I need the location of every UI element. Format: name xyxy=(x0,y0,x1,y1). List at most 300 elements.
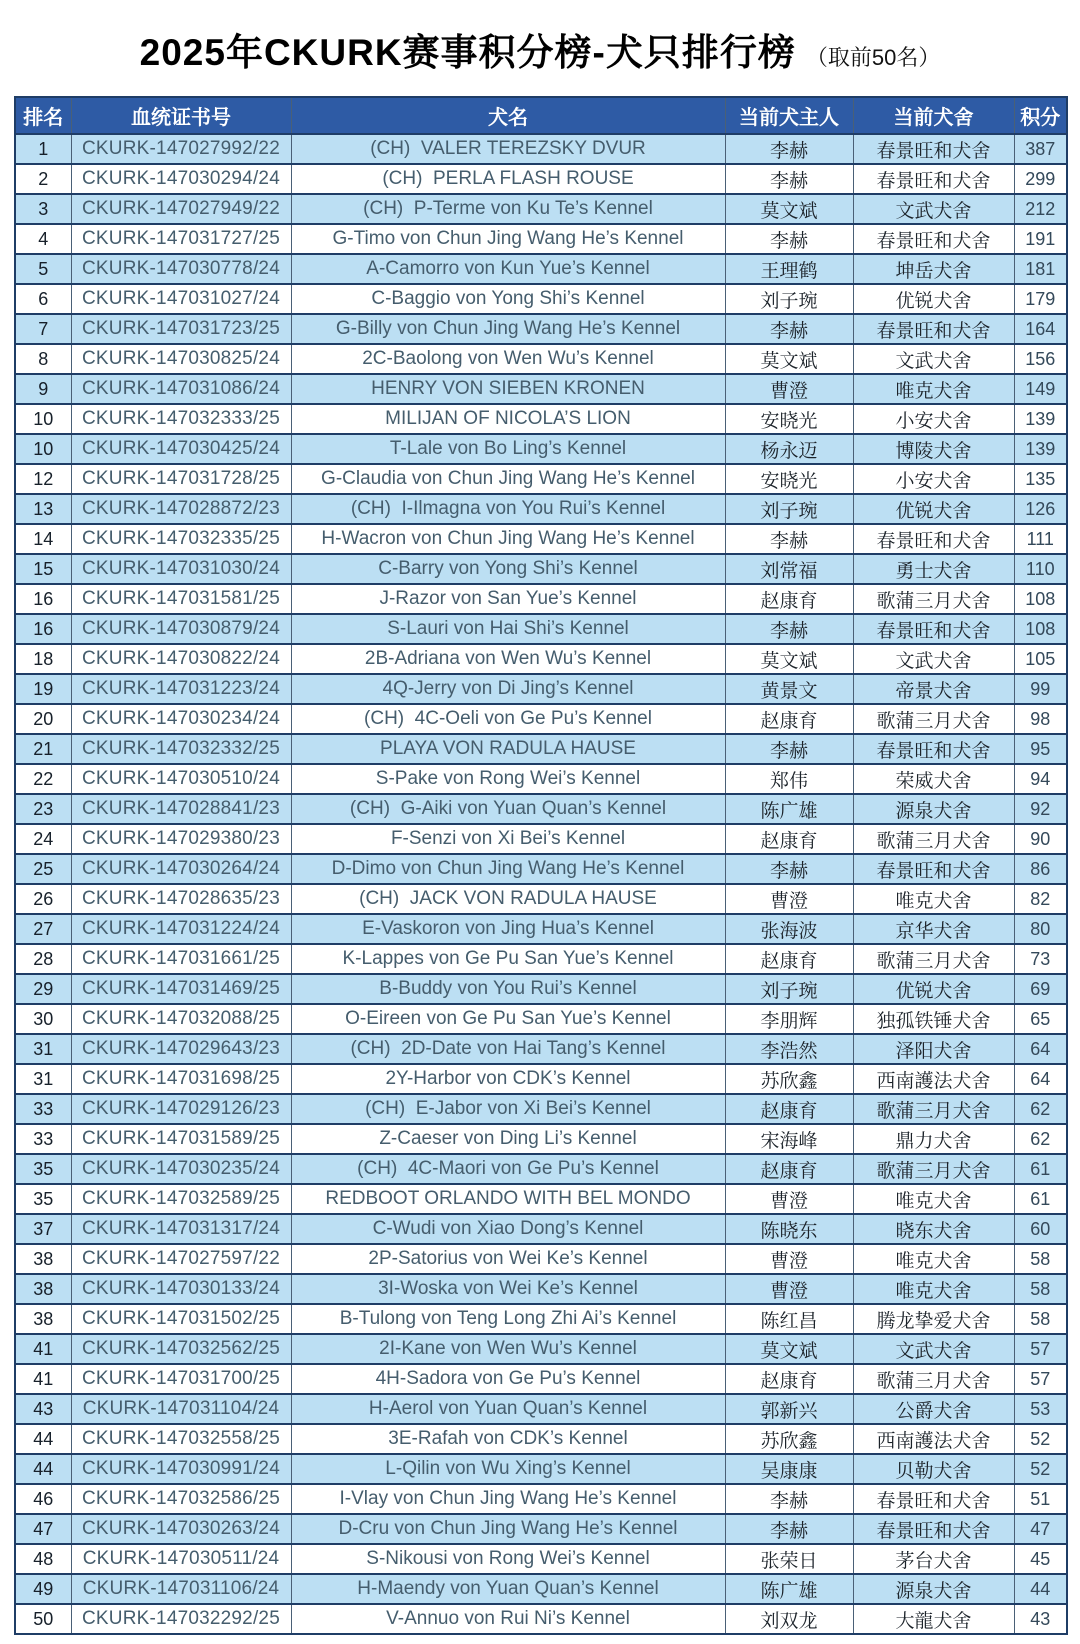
points-cell: 108 xyxy=(1014,584,1067,614)
rank-cell: 46 xyxy=(15,1484,71,1514)
cert-number-cell: CKURK-147030822/24 xyxy=(71,644,291,674)
dog-name-cell: (CH) 2D-Date von Hai Tang’s Kennel xyxy=(291,1034,725,1064)
rank-cell: 26 xyxy=(15,884,71,914)
dog-name-cell: 2Y-Harbor von CDK’s Kennel xyxy=(291,1064,725,1094)
table-row xyxy=(15,1604,1067,1634)
table-row xyxy=(15,764,1067,794)
table-row xyxy=(15,1514,1067,1544)
kennel-cell: 春景旺和犬舍 xyxy=(853,1514,1014,1544)
table-row xyxy=(15,614,1067,644)
table-row xyxy=(15,734,1067,764)
rank-cell: 21 xyxy=(15,734,71,764)
kennel-cell: 春景旺和犬舍 xyxy=(853,854,1014,884)
rank-cell: 33 xyxy=(15,1124,71,1154)
cert-number-cell: CKURK-147032335/25 xyxy=(71,524,291,554)
owner-cell: 李朋辉 xyxy=(725,1004,853,1034)
dog-name-cell: MILIJAN OF NICOLA’S LION xyxy=(291,404,725,434)
table-row xyxy=(15,134,1067,164)
owner-cell: 安晓光 xyxy=(725,404,853,434)
rank-cell: 10 xyxy=(15,404,71,434)
dog-name-cell: D-Dimo von Chun Jing Wang He’s Kennel xyxy=(291,854,725,884)
kennel-cell: 帝景犬舍 xyxy=(853,674,1014,704)
table-row xyxy=(15,1364,1067,1394)
dog-name-cell: (CH) 4C-Oeli von Ge Pu’s Kennel xyxy=(291,704,725,734)
cert-number-cell: CKURK-147030778/24 xyxy=(71,254,291,284)
points-cell: 73 xyxy=(1014,944,1067,974)
dog-name-cell: A-Camorro von Kun Yue’s Kennel xyxy=(291,254,725,284)
col-header-owner: 当前犬主人 xyxy=(725,97,853,134)
cert-number-cell: CKURK-147030234/24 xyxy=(71,704,291,734)
points-cell: 191 xyxy=(1014,224,1067,254)
dog-name-cell: J-Razor von San Yue’s Kennel xyxy=(291,584,725,614)
table-row xyxy=(15,1154,1067,1184)
owner-cell: 曹澄 xyxy=(725,374,853,404)
rank-cell: 27 xyxy=(15,914,71,944)
dog-name-cell: V-Annuo von Rui Ni’s Kennel xyxy=(291,1604,725,1634)
table-row xyxy=(15,1334,1067,1364)
points-cell: 108 xyxy=(1014,614,1067,644)
cert-number-cell: CKURK-147031106/24 xyxy=(71,1574,291,1604)
dog-name-cell: E-Vaskoron von Jing Hua’s Kennel xyxy=(291,914,725,944)
cert-number-cell: CKURK-147031317/24 xyxy=(71,1214,291,1244)
kennel-cell: 文武犬舍 xyxy=(853,344,1014,374)
cert-number-cell: CKURK-147031502/25 xyxy=(71,1304,291,1334)
page-header xyxy=(0,0,1080,76)
kennel-cell: 博陵犬舍 xyxy=(853,434,1014,464)
cert-number-cell: CKURK-147031469/25 xyxy=(71,974,291,1004)
rank-cell: 9 xyxy=(15,374,71,404)
table-row xyxy=(15,224,1067,254)
rank-cell: 50 xyxy=(15,1604,71,1634)
rank-cell: 37 xyxy=(15,1214,71,1244)
rank-cell: 38 xyxy=(15,1274,71,1304)
dog-name-cell: C-Baggio von Yong Shi’s Kennel xyxy=(291,284,725,314)
kennel-cell: 茅台犬舍 xyxy=(853,1544,1014,1574)
cert-number-cell: CKURK-147030133/24 xyxy=(71,1274,291,1304)
table-row xyxy=(15,1004,1067,1034)
cert-number-cell: CKURK-147031723/25 xyxy=(71,314,291,344)
cert-number-cell: CKURK-147031728/25 xyxy=(71,464,291,494)
table-header xyxy=(15,97,1067,134)
dog-name-cell: 2I-Kane von Wen Wu’s Kennel xyxy=(291,1334,725,1364)
dog-name-cell: (CH) JACK VON RADULA HAUSE xyxy=(291,884,725,914)
kennel-cell: 歌蒲三月犬舍 xyxy=(853,584,1014,614)
dog-name-cell: G-Timo von Chun Jing Wang He’s Kennel xyxy=(291,224,725,254)
table-body xyxy=(15,134,1067,1634)
kennel-cell: 春景旺和犬舍 xyxy=(853,224,1014,254)
kennel-cell: 唯克犬舍 xyxy=(853,374,1014,404)
cert-number-cell: CKURK-147028872/23 xyxy=(71,494,291,524)
points-cell: 156 xyxy=(1014,344,1067,374)
rank-cell: 6 xyxy=(15,284,71,314)
cert-number-cell: CKURK-147029126/23 xyxy=(71,1094,291,1124)
kennel-cell: 歌蒲三月犬舍 xyxy=(853,704,1014,734)
owner-cell: 李赫 xyxy=(725,1514,853,1544)
table-row xyxy=(15,824,1067,854)
table-row xyxy=(15,374,1067,404)
points-cell: 52 xyxy=(1014,1424,1067,1454)
rank-cell: 16 xyxy=(15,614,71,644)
cert-number-cell: CKURK-147031700/25 xyxy=(71,1364,291,1394)
kennel-cell: 勇士犬舍 xyxy=(853,554,1014,584)
cert-number-cell: CKURK-147032332/25 xyxy=(71,734,291,764)
dog-name-cell: 3I-Woska von Wei Ke’s Kennel xyxy=(291,1274,725,1304)
points-cell: 179 xyxy=(1014,284,1067,314)
rank-cell: 41 xyxy=(15,1364,71,1394)
dog-name-cell: 4H-Sadora von Ge Pu’s Kennel xyxy=(291,1364,725,1394)
points-cell: 53 xyxy=(1014,1394,1067,1424)
table-row xyxy=(15,584,1067,614)
kennel-cell: 唯克犬舍 xyxy=(853,1274,1014,1304)
owner-cell: 赵康育 xyxy=(725,824,853,854)
owner-cell: 陈广雄 xyxy=(725,794,853,824)
owner-cell: 苏欣鑫 xyxy=(725,1424,853,1454)
rank-cell: 13 xyxy=(15,494,71,524)
rank-cell: 44 xyxy=(15,1454,71,1484)
cert-number-cell: CKURK-147030511/24 xyxy=(71,1544,291,1574)
rank-cell: 25 xyxy=(15,854,71,884)
col-header-cert: 血统证书号 xyxy=(71,97,291,134)
kennel-cell: 源泉犬舍 xyxy=(853,794,1014,824)
rank-cell: 18 xyxy=(15,644,71,674)
owner-cell: 赵康育 xyxy=(725,1154,853,1184)
owner-cell: 安晓光 xyxy=(725,464,853,494)
owner-cell: 刘子琬 xyxy=(725,494,853,524)
table-row xyxy=(15,1304,1067,1334)
table-row xyxy=(15,1034,1067,1064)
points-cell: 181 xyxy=(1014,254,1067,284)
table-row xyxy=(15,1574,1067,1604)
cert-number-cell: CKURK-147031224/24 xyxy=(71,914,291,944)
kennel-cell: 春景旺和犬舍 xyxy=(853,134,1014,164)
rank-cell: 33 xyxy=(15,1094,71,1124)
kennel-cell: 歌蒲三月犬舍 xyxy=(853,824,1014,854)
dog-name-cell: (CH) PERLA FLASH ROUSE xyxy=(291,164,725,194)
rank-cell: 38 xyxy=(15,1244,71,1274)
rank-cell: 15 xyxy=(15,554,71,584)
kennel-cell: 文武犬舍 xyxy=(853,194,1014,224)
rank-cell: 14 xyxy=(15,524,71,554)
points-cell: 43 xyxy=(1014,1604,1067,1634)
rank-cell: 41 xyxy=(15,1334,71,1364)
owner-cell: 莫文斌 xyxy=(725,194,853,224)
owner-cell: 李赫 xyxy=(725,614,853,644)
points-cell: 62 xyxy=(1014,1124,1067,1154)
owner-cell: 张荣日 xyxy=(725,1544,853,1574)
points-cell: 51 xyxy=(1014,1484,1067,1514)
cert-number-cell: CKURK-147031223/24 xyxy=(71,674,291,704)
page-title: 2025年CKURK赛事积分榜-犬只排行榜 xyxy=(139,32,796,73)
table-row xyxy=(15,1424,1067,1454)
owner-cell: 莫文斌 xyxy=(725,344,853,374)
dog-name-cell: (CH) P-Terme von Ku Te’s Kennel xyxy=(291,194,725,224)
rank-cell: 10 xyxy=(15,434,71,464)
points-cell: 126 xyxy=(1014,494,1067,524)
kennel-cell: 贝勒犬舍 xyxy=(853,1454,1014,1484)
kennel-cell: 优锐犬舍 xyxy=(853,284,1014,314)
kennel-cell: 公爵犬舍 xyxy=(853,1394,1014,1424)
rank-cell: 31 xyxy=(15,1064,71,1094)
points-cell: 139 xyxy=(1014,404,1067,434)
rank-cell: 22 xyxy=(15,764,71,794)
kennel-cell: 晓东犬舍 xyxy=(853,1214,1014,1244)
table-row xyxy=(15,494,1067,524)
owner-cell: 李赫 xyxy=(725,1484,853,1514)
table-row xyxy=(15,464,1067,494)
dog-name-cell: (CH) G-Aiki von Yuan Quan’s Kennel xyxy=(291,794,725,824)
dog-name-cell: 2C-Baolong von Wen Wu’s Kennel xyxy=(291,344,725,374)
rank-cell: 3 xyxy=(15,194,71,224)
kennel-cell: 腾龙挚爱犬舍 xyxy=(853,1304,1014,1334)
table-row xyxy=(15,524,1067,554)
rank-cell: 44 xyxy=(15,1424,71,1454)
cert-number-cell: CKURK-147031030/24 xyxy=(71,554,291,584)
points-cell: 58 xyxy=(1014,1244,1067,1274)
kennel-cell: 春景旺和犬舍 xyxy=(853,524,1014,554)
kennel-cell: 文武犬舍 xyxy=(853,1334,1014,1364)
table-row xyxy=(15,944,1067,974)
owner-cell: 陈红昌 xyxy=(725,1304,853,1334)
table-row xyxy=(15,314,1067,344)
points-cell: 387 xyxy=(1014,134,1067,164)
cert-number-cell: CKURK-147031027/24 xyxy=(71,284,291,314)
table-row xyxy=(15,344,1067,374)
dog-name-cell: 2B-Adriana von Wen Wu’s Kennel xyxy=(291,644,725,674)
points-cell: 61 xyxy=(1014,1154,1067,1184)
owner-cell: 杨永迈 xyxy=(725,434,853,464)
kennel-cell: 鼎力犬舍 xyxy=(853,1124,1014,1154)
owner-cell: 曹澄 xyxy=(725,884,853,914)
dog-name-cell: C-Barry von Yong Shi’s Kennel xyxy=(291,554,725,584)
rank-cell: 24 xyxy=(15,824,71,854)
col-header-name: 犬名 xyxy=(291,97,725,134)
points-cell: 62 xyxy=(1014,1094,1067,1124)
dog-name-cell: L-Qilin von Wu Xing’s Kennel xyxy=(291,1454,725,1484)
owner-cell: 宋海峰 xyxy=(725,1124,853,1154)
points-cell: 47 xyxy=(1014,1514,1067,1544)
table-row xyxy=(15,1094,1067,1124)
cert-number-cell: CKURK-147027597/22 xyxy=(71,1244,291,1274)
points-cell: 64 xyxy=(1014,1064,1067,1094)
points-cell: 44 xyxy=(1014,1574,1067,1604)
kennel-cell: 西南護法犬舍 xyxy=(853,1064,1014,1094)
rank-cell: 12 xyxy=(15,464,71,494)
kennel-cell: 春景旺和犬舍 xyxy=(853,164,1014,194)
kennel-cell: 京华犬舍 xyxy=(853,914,1014,944)
points-cell: 111 xyxy=(1014,524,1067,554)
cert-number-cell: CKURK-147031581/25 xyxy=(71,584,291,614)
owner-cell: 李赫 xyxy=(725,734,853,764)
points-cell: 52 xyxy=(1014,1454,1067,1484)
rank-cell: 35 xyxy=(15,1154,71,1184)
kennel-cell: 春景旺和犬舍 xyxy=(853,734,1014,764)
rank-cell: 16 xyxy=(15,584,71,614)
table-row xyxy=(15,164,1067,194)
owner-cell: 刘子琬 xyxy=(725,974,853,1004)
points-cell: 64 xyxy=(1014,1034,1067,1064)
table-row xyxy=(15,1124,1067,1154)
cert-number-cell: CKURK-147030425/24 xyxy=(71,434,291,464)
rank-cell: 43 xyxy=(15,1394,71,1424)
rank-cell: 23 xyxy=(15,794,71,824)
points-cell: 58 xyxy=(1014,1274,1067,1304)
dog-name-cell: G-Claudia von Chun Jing Wang He’s Kennel xyxy=(291,464,725,494)
dog-name-cell: O-Eireen von Ge Pu San Yue’s Kennel xyxy=(291,1004,725,1034)
table-row xyxy=(15,794,1067,824)
kennel-cell: 春景旺和犬舍 xyxy=(853,314,1014,344)
dog-name-cell: 3E-Rafah von CDK’s Kennel xyxy=(291,1424,725,1454)
rank-cell: 38 xyxy=(15,1304,71,1334)
owner-cell: 赵康育 xyxy=(725,944,853,974)
dog-name-cell: Z-Caeser von Ding Li’s Kennel xyxy=(291,1124,725,1154)
table-row xyxy=(15,644,1067,674)
points-cell: 149 xyxy=(1014,374,1067,404)
dog-name-cell: T-Lale von Bo Ling’s Kennel xyxy=(291,434,725,464)
table-row xyxy=(15,554,1067,584)
kennel-cell: 源泉犬舍 xyxy=(853,1574,1014,1604)
table-row xyxy=(15,884,1067,914)
dog-name-cell: 2P-Satorius von Wei Ke’s Kennel xyxy=(291,1244,725,1274)
owner-cell: 郭新兴 xyxy=(725,1394,853,1424)
owner-cell: 李赫 xyxy=(725,164,853,194)
points-cell: 80 xyxy=(1014,914,1067,944)
rank-cell: 7 xyxy=(15,314,71,344)
cert-number-cell: CKURK-147030825/24 xyxy=(71,344,291,374)
kennel-cell: 泽阳犬舍 xyxy=(853,1034,1014,1064)
dog-name-cell: (CH) E-Jabor von Xi Bei’s Kennel xyxy=(291,1094,725,1124)
cert-number-cell: CKURK-147031727/25 xyxy=(71,224,291,254)
cert-number-cell: CKURK-147030510/24 xyxy=(71,764,291,794)
rank-cell: 49 xyxy=(15,1574,71,1604)
cert-number-cell: CKURK-147030294/24 xyxy=(71,164,291,194)
owner-cell: 吴康康 xyxy=(725,1454,853,1484)
cert-number-cell: CKURK-147031698/25 xyxy=(71,1064,291,1094)
kennel-cell: 荣威犬舍 xyxy=(853,764,1014,794)
dog-name-cell: S-Nikousi von Rong Wei’s Kennel xyxy=(291,1544,725,1574)
dog-name-cell: C-Wudi von Xiao Dong’s Kennel xyxy=(291,1214,725,1244)
points-cell: 99 xyxy=(1014,674,1067,704)
cert-number-cell: CKURK-147030264/24 xyxy=(71,854,291,884)
points-cell: 69 xyxy=(1014,974,1067,1004)
table-row xyxy=(15,1184,1067,1214)
points-cell: 58 xyxy=(1014,1304,1067,1334)
table-row xyxy=(15,704,1067,734)
table-row xyxy=(15,284,1067,314)
cert-number-cell: CKURK-147028841/23 xyxy=(71,794,291,824)
ranking-table xyxy=(14,96,1068,1635)
col-header-rank: 排名 xyxy=(15,97,71,134)
owner-cell: 李赫 xyxy=(725,854,853,884)
points-cell: 65 xyxy=(1014,1004,1067,1034)
owner-cell: 曹澄 xyxy=(725,1274,853,1304)
dog-name-cell: D-Cru von Chun Jing Wang He’s Kennel xyxy=(291,1514,725,1544)
points-cell: 139 xyxy=(1014,434,1067,464)
owner-cell: 王理鹤 xyxy=(725,254,853,284)
kennel-cell: 春景旺和犬舍 xyxy=(853,1484,1014,1514)
owner-cell: 曹澄 xyxy=(725,1244,853,1274)
dog-name-cell: REDBOOT ORLANDO WITH BEL MONDO xyxy=(291,1184,725,1214)
cert-number-cell: CKURK-147031086/24 xyxy=(71,374,291,404)
page-title-suffix: （取前50名） xyxy=(805,45,941,70)
dog-name-cell: S-Pake von Rong Wei’s Kennel xyxy=(291,764,725,794)
owner-cell: 赵康育 xyxy=(725,584,853,614)
table-row xyxy=(15,1484,1067,1514)
table-row xyxy=(15,1214,1067,1244)
cert-number-cell: CKURK-147032586/25 xyxy=(71,1484,291,1514)
table-row xyxy=(15,1064,1067,1094)
owner-cell: 李赫 xyxy=(725,134,853,164)
table-row xyxy=(15,1454,1067,1484)
kennel-cell: 歌蒲三月犬舍 xyxy=(853,944,1014,974)
dog-name-cell: G-Billy von Chun Jing Wang He’s Kennel xyxy=(291,314,725,344)
points-cell: 90 xyxy=(1014,824,1067,854)
dog-name-cell: (CH) 4C-Maori von Ge Pu’s Kennel xyxy=(291,1154,725,1184)
cert-number-cell: CKURK-147029380/23 xyxy=(71,824,291,854)
points-cell: 57 xyxy=(1014,1334,1067,1364)
owner-cell: 赵康育 xyxy=(725,1364,853,1394)
kennel-cell: 优锐犬舍 xyxy=(853,974,1014,1004)
rank-cell: 47 xyxy=(15,1514,71,1544)
owner-cell: 莫文斌 xyxy=(725,644,853,674)
cert-number-cell: CKURK-147029643/23 xyxy=(71,1034,291,1064)
owner-cell: 李赫 xyxy=(725,314,853,344)
owner-cell: 张海波 xyxy=(725,914,853,944)
cert-number-cell: CKURK-147032562/25 xyxy=(71,1334,291,1364)
dog-name-cell: K-Lappes von Ge Pu San Yue’s Kennel xyxy=(291,944,725,974)
points-cell: 98 xyxy=(1014,704,1067,734)
col-header-points: 积分 xyxy=(1014,97,1067,134)
points-cell: 61 xyxy=(1014,1184,1067,1214)
table-row xyxy=(15,1274,1067,1304)
table-row xyxy=(15,674,1067,704)
header-row xyxy=(15,97,1067,134)
dog-name-cell: B-Tulong von Teng Long Zhi Ai’s Kennel xyxy=(291,1304,725,1334)
kennel-cell: 优锐犬舍 xyxy=(853,494,1014,524)
table-row xyxy=(15,914,1067,944)
owner-cell: 曹澄 xyxy=(725,1184,853,1214)
cert-number-cell: CKURK-147031589/25 xyxy=(71,1124,291,1154)
points-cell: 110 xyxy=(1014,554,1067,584)
dog-name-cell: F-Senzi von Xi Bei’s Kennel xyxy=(291,824,725,854)
owner-cell: 陈广雄 xyxy=(725,1574,853,1604)
owner-cell: 黄景文 xyxy=(725,674,853,704)
rank-cell: 48 xyxy=(15,1544,71,1574)
dog-name-cell: PLAYA VON RADULA HAUSE xyxy=(291,734,725,764)
kennel-cell: 唯克犬舍 xyxy=(853,1184,1014,1214)
kennel-cell: 坤岳犬舍 xyxy=(853,254,1014,284)
rank-cell: 19 xyxy=(15,674,71,704)
points-cell: 164 xyxy=(1014,314,1067,344)
cert-number-cell: CKURK-147030235/24 xyxy=(71,1154,291,1184)
rank-cell: 35 xyxy=(15,1184,71,1214)
cert-number-cell: CKURK-147030879/24 xyxy=(71,614,291,644)
table-row xyxy=(15,1394,1067,1424)
rank-cell: 28 xyxy=(15,944,71,974)
owner-cell: 李浩然 xyxy=(725,1034,853,1064)
dog-name-cell: B-Buddy von You Rui’s Kennel xyxy=(291,974,725,1004)
owner-cell: 陈晓东 xyxy=(725,1214,853,1244)
rank-cell: 1 xyxy=(15,134,71,164)
owner-cell: 刘双龙 xyxy=(725,1604,853,1634)
kennel-cell: 唯克犬舍 xyxy=(853,884,1014,914)
kennel-cell: 唯克犬舍 xyxy=(853,1244,1014,1274)
cert-number-cell: CKURK-147030263/24 xyxy=(71,1514,291,1544)
cert-number-cell: CKURK-147032292/25 xyxy=(71,1604,291,1634)
points-cell: 95 xyxy=(1014,734,1067,764)
points-cell: 57 xyxy=(1014,1364,1067,1394)
dog-name-cell: S-Lauri von Hai Shi’s Kennel xyxy=(291,614,725,644)
table-row xyxy=(15,974,1067,1004)
